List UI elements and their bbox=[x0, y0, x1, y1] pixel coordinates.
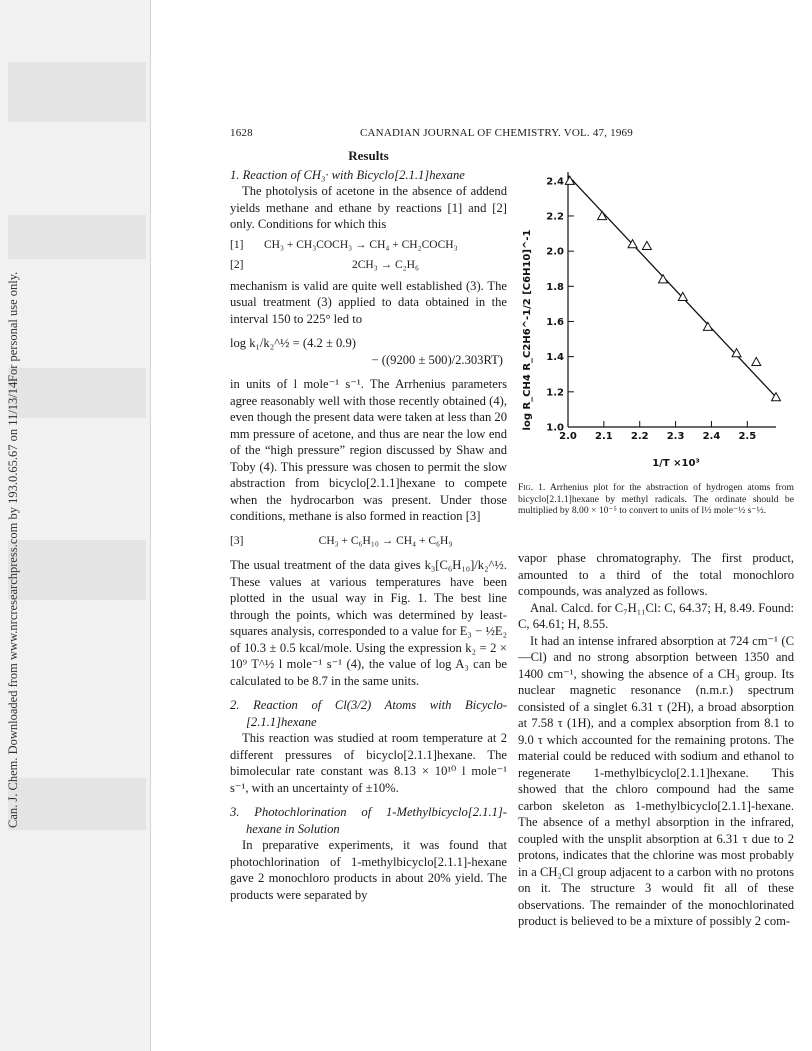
paragraph: mechanism is valid are quite well established (3). The usual treatment (3) applied to data obtained in the interval 150 to 225° led to bbox=[230, 278, 507, 326]
paragraph: The photolysis of acetone in the absence of addend yields methane and ethane by reactions [1] and [2] only. Conditions for which this bbox=[230, 184, 507, 231]
y-tick-label: 2.4 bbox=[546, 176, 564, 188]
plot-fit-line bbox=[568, 176, 776, 398]
y-tick-label: 2.2 bbox=[546, 211, 564, 223]
scan-noise-block bbox=[8, 62, 146, 122]
figure-caption-text: Arrhenius plot for the abstraction of hydrogen atoms from bicyclo[2.1.1]hexane by methyl radicals. The ordinate should be multiplied by 8.00 × 10⁻⁵ to convert to units of l½ mole⁻½ s⁻½. bbox=[518, 482, 794, 516]
y-tick-label: 1.2 bbox=[546, 387, 564, 399]
x-tick-label: 2.4 bbox=[702, 431, 721, 442]
paragraph: In preparative experiments, it was found that photochlorination of 1-methylbicyclo[2.1.1]-hexane gave 2 monochloro products in about 20% yield. The products were separated by bbox=[230, 838, 507, 902]
data-point-triangle bbox=[642, 241, 651, 249]
running-title: CANADIAN JOURNAL OF CHEMISTRY. VOL. 47, 1969 bbox=[360, 127, 633, 139]
data-point-triangle bbox=[752, 357, 761, 365]
figure-caption-label: Fig. 1. bbox=[518, 482, 546, 493]
y-tick-label: 2.0 bbox=[546, 246, 564, 258]
y-tick-label: 1.4 bbox=[546, 352, 564, 364]
math-expression-line-1: log k₁/k₂^½ = (4.2 ± 0.9) bbox=[230, 336, 356, 350]
right-column bbox=[518, 550, 794, 930]
left-column bbox=[230, 148, 507, 903]
x-tick-label: 2.3 bbox=[666, 431, 685, 442]
equation-number: [1] bbox=[230, 238, 244, 251]
x-tick-label: 2.2 bbox=[630, 431, 649, 442]
reaction-equation-2 bbox=[230, 257, 507, 274]
x-tick-label: 2.0 bbox=[559, 431, 577, 442]
y-tick-label: 1.0 bbox=[546, 422, 564, 434]
figure-caption bbox=[518, 482, 794, 517]
subsection-title-3: 3. Photochlorination of 1-Methylbicyclo[2.1.1]-hexane in Solution bbox=[230, 805, 507, 836]
equation: CH₃ + CH₃COCH₃ → CH₄ + CH₂COCH₃ bbox=[264, 238, 458, 251]
download-watermark-text bbox=[2, 250, 48, 850]
equation: CH₃ + C₆H₁₀ → CH₄ + C₆H₉ bbox=[318, 534, 453, 547]
y-tick-label: 1.8 bbox=[546, 281, 564, 293]
math-expression-line-2: − ((9200 ± 500)/2.303RT) bbox=[371, 352, 503, 367]
plot-axes bbox=[568, 172, 776, 427]
subsection-title-1: 1. Reaction of CH₃· with Bicyclo[2.1.1]hexane bbox=[230, 167, 465, 182]
paragraph: vapor phase chromatography. The first product, amounted to a third of the total monochloro compounds, was analyzed as follows. bbox=[518, 551, 794, 598]
least-squares-fit-line bbox=[568, 176, 776, 398]
reaction-equation-1 bbox=[230, 237, 507, 254]
x-tick-label: 2.5 bbox=[738, 431, 757, 442]
x-tick-label: 2.1 bbox=[595, 431, 613, 442]
y-axis-label: log R_CH4 R_C2H6^-1/2 [C6H10]^-1 bbox=[522, 229, 533, 431]
figure-1-arrhenius-plot bbox=[518, 150, 788, 475]
x-axis-label: 1/T ×10³ bbox=[652, 458, 700, 469]
watermark-line-1: Can. J. Chem. Downloaded from www.nrcresearchpress.com by 193.0.65.67 on 11/13/14 bbox=[6, 382, 20, 829]
data-point-triangle bbox=[659, 275, 668, 283]
equation-number: [3] bbox=[230, 534, 244, 547]
equation-number: [2] bbox=[230, 259, 244, 271]
reaction-equation-3 bbox=[230, 533, 507, 550]
data-point-triangle bbox=[732, 349, 741, 357]
watermark-line-2: For personal use only. bbox=[6, 271, 20, 383]
equation: 2CH₃ → C₂H₆ bbox=[352, 259, 419, 271]
paragraph: It had an intense infrared absorption at 724 cm⁻¹ (C—Cl) and no strong absorption between 1350 and 1400 cm⁻¹, showing the absence of a CH₃ group. Its nuclear magnetic resonance (n.m.r.) spectrum consisted of a singlet 6.31 τ (2H), a broad absorption at 7.58 τ (1H), and a complex absorption from 8.1 to 9.0 τ which accounted for the remaining protons. The material could be reduced with sodium and ethanol to regenerate 1-methylbicyclo[2.1.1]hexane. This showed that the chloro compound had the same carbon skeleton as 1-methylbicyclo[2.1.1]-hexane. The absence of a methyl absorption in the infrared, coupled with the unsplit absorption at 6.31 τ due to 2 protons, indicates that the chlorine was most probably in a CH₂Cl group adjacent to a carbon with no protons on it. The structure 3 would fit all of these observations. The remainder of the monochlorinated product is believed to be a mixture of possibly 2 com- bbox=[518, 633, 794, 928]
data-point-triangle bbox=[703, 322, 712, 330]
paragraph: in units of l mole⁻¹ s⁻¹. The Arrhenius parameters agree reasonably well with those recently obtained (4), even though the present data were taken at less than 20 mm pressure of acetone, and thus are near the low end of the “high pressure” region discussed by Shaw and Toby (4). This pressure was chosen to permit the slow abstraction from bicyclo[2.1.1]hexane to compete when the hydrocarbon was present. Under those conditions, methane is also formed in reaction [3] bbox=[230, 377, 507, 523]
paragraph: The usual treatment of the data gives k₃[C₆H₁₀]/k₂^½. These values at various temperatures have been plotted in the usual way in Fig. 1. The best line through the points, which was determined by least-squares analysis, corresponded to a value for E₃ − ½E₂ of 10.3 ± 0.5 kcal/mole. Using the expression k₂ = 2 × 10⁹ T^½ l mole⁻¹ s⁻¹ (4), the value of log A₃ can be calculated to be 8.7 in the same units. bbox=[230, 558, 507, 688]
analysis-paragraph: Anal. Calcd. for C₇H₁₁Cl: C, 64.37; H, 8.49. Found: C, 64.61; H, 8.55. bbox=[518, 600, 794, 631]
page-number: 1628 bbox=[230, 127, 253, 139]
paragraph: This reaction was studied at room temperature at 2 different pressures of bicyclo[2.1.1]hexane. The bimolecular rate constant was 8.13 × 10¹⁰ l mole⁻¹ s⁻¹, with an uncertainty of ±10%. bbox=[230, 731, 507, 795]
y-tick-label: 1.6 bbox=[546, 316, 564, 328]
plot-ticks bbox=[546, 176, 756, 442]
subsection-title-2: 2. Reaction of Cl(3/2) Atoms with Bicyclo-[2.1.1]hexane bbox=[230, 698, 507, 729]
section-heading-results: Results bbox=[348, 148, 389, 163]
